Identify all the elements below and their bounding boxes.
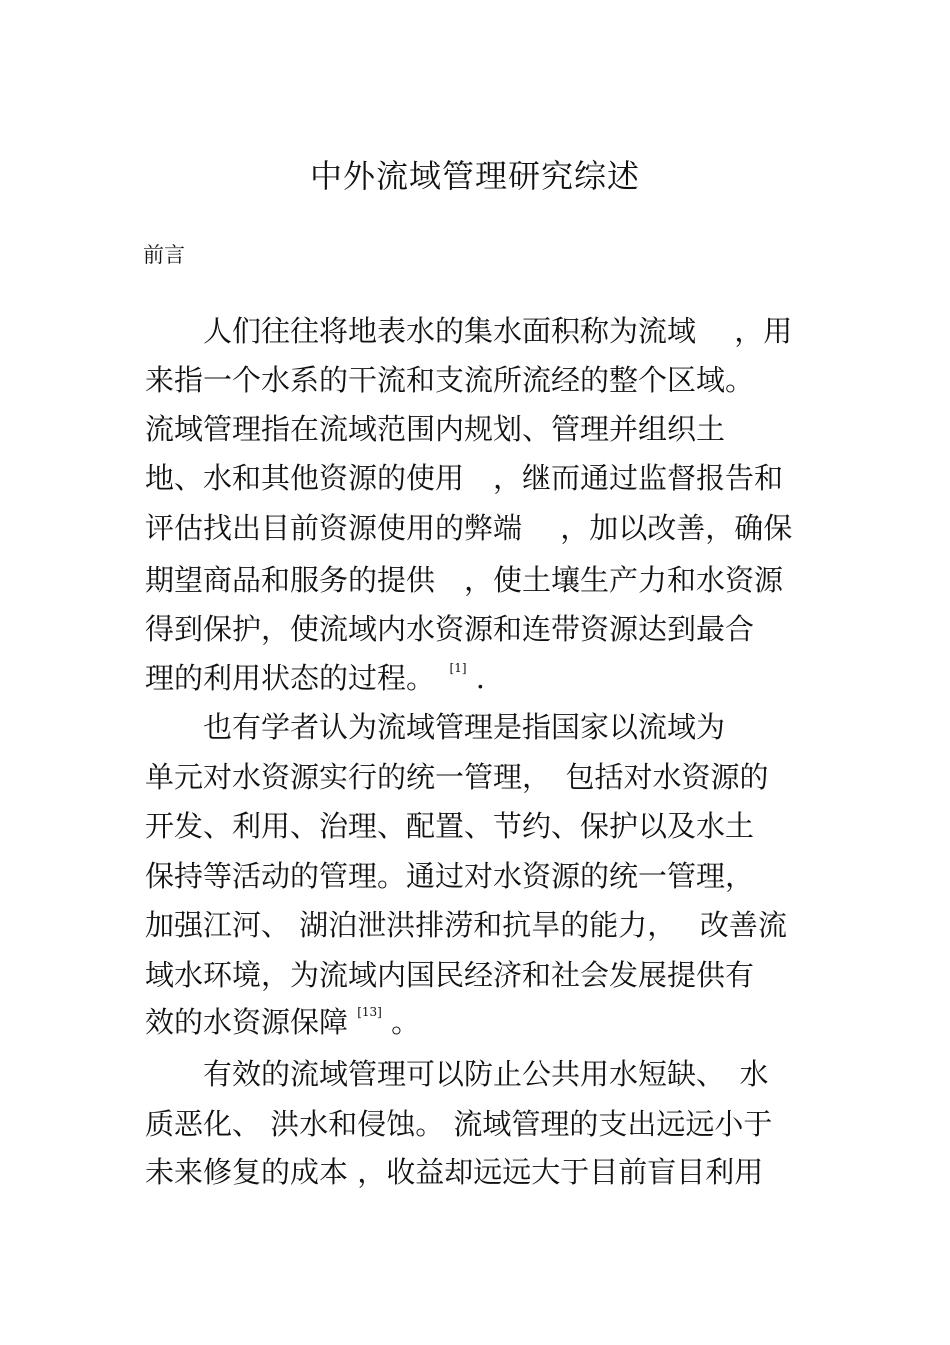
line-text: 加强江河、 湖泊泄洪排涝和抗旱的能力， 改善流 bbox=[145, 908, 787, 942]
body-line bbox=[145, 658, 485, 704]
line-text: 未来修复的成本 ，收益却远远大于目前盲目利用 bbox=[145, 1155, 764, 1189]
line-trailing-punct: . bbox=[466, 661, 485, 695]
line-text: 得到保护，使流域内水资源和连带资源达到最合 bbox=[145, 612, 755, 646]
body-line bbox=[145, 1002, 420, 1048]
body-line bbox=[145, 409, 725, 449]
line-text: 评估找出目前资源使用的弊端 ，加以改善，确保 bbox=[145, 511, 793, 545]
line-text: 人们往往将地表水的集水面积称为流域 ，用 bbox=[145, 314, 793, 348]
line-text: 单元对水资源实行的统一管理， 包括对水资源的 bbox=[145, 760, 769, 794]
body-line bbox=[145, 311, 792, 351]
citation-ref: [1] bbox=[449, 661, 467, 675]
body-line bbox=[145, 707, 725, 747]
line-text: 期望商品和服务的提供 ，使土壤生产力和水资源 bbox=[145, 563, 784, 597]
line-text: 效的水资源保障 bbox=[145, 1005, 358, 1039]
line-text: 域水环境，为流域内国民经济和社会发展提供有 bbox=[145, 958, 755, 992]
line-text: 有效的流域管理可以防止公共用水短缺、 水 bbox=[145, 1057, 769, 1091]
body-line bbox=[145, 806, 754, 846]
body-line bbox=[145, 1054, 769, 1094]
document-title: 中外流域管理研究综述 bbox=[309, 157, 640, 195]
citation-ref: [13] bbox=[357, 1005, 382, 1019]
body-line bbox=[145, 560, 783, 600]
line-text: 开发、利用、治理、配置、节约、保护以及水土 bbox=[145, 809, 755, 843]
body-line bbox=[145, 1104, 772, 1144]
body-line bbox=[145, 360, 754, 400]
line-trailing-punct: 。 bbox=[381, 1005, 421, 1039]
line-text: 也有学者认为流域管理是指国家以流域为 bbox=[145, 710, 726, 744]
body-line bbox=[145, 905, 787, 945]
line-text: 质恶化、 洪水和侵蚀。 流域管理的支出远远小于 bbox=[145, 1107, 773, 1141]
body-line bbox=[145, 856, 754, 896]
line-text: 地、水和其他资源的使用 ，继而通过监督报告和 bbox=[145, 461, 784, 495]
line-text: 来指一个水系的干流和支流所流经的整个区域。 bbox=[145, 363, 755, 397]
body-line bbox=[145, 508, 792, 548]
line-text: 理的利用状态的过程。 bbox=[145, 661, 450, 695]
section-heading: 前言 bbox=[143, 243, 185, 267]
line-text: 保持等活动的管理。通过对水资源的统一管理， bbox=[145, 859, 755, 893]
body-line bbox=[145, 609, 754, 649]
body-line bbox=[145, 458, 783, 498]
line-text: 流域管理指在流域范围内规划、管理并组织土 bbox=[145, 412, 726, 446]
body-line bbox=[145, 1152, 763, 1192]
body-line bbox=[145, 955, 754, 995]
body-line bbox=[145, 757, 769, 797]
